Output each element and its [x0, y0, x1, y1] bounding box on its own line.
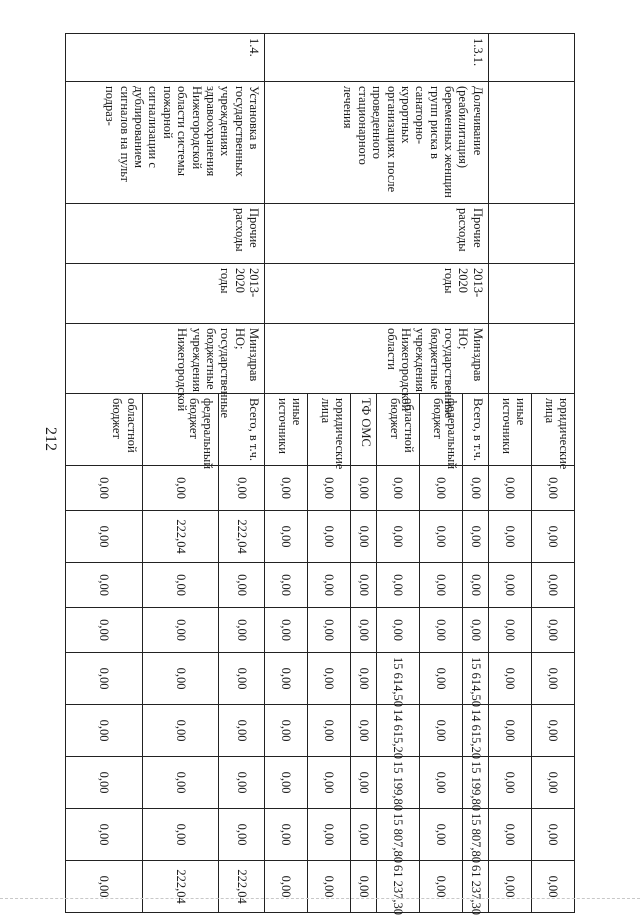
table-row [463, 33, 489, 912]
amount-cell: 0,00 [66, 860, 143, 912]
rotated-page [65, 33, 575, 915]
item-name: Установка в государственных учреждениях здравоохранения Нижегородской области системы пожарной сигнализации с дублированием сигналов на пульт подраз- [66, 81, 265, 203]
item-code: 1.3.1. [265, 33, 489, 81]
amount-cell: 0,00 [265, 808, 308, 860]
amount-cell: 0,00 [142, 562, 219, 607]
executor: Минздрав НО; государственные бюджетные учреждения Нижегородской области [265, 323, 489, 393]
amount-cell: 0,00 [463, 465, 489, 510]
amount-cell: 0,00 [420, 808, 463, 860]
amount-cell: 15 199,80 [376, 756, 419, 808]
amount-cell: 0,00 [351, 860, 377, 912]
amount-cell: 0,00 [308, 704, 351, 756]
amount-cell: 15 614,50 [463, 652, 489, 704]
item-code [488, 33, 574, 81]
amount-cell: 15 199,80 [463, 756, 489, 808]
amount-cell: 0,00 [351, 704, 377, 756]
amount-cell: 0,00 [66, 465, 143, 510]
amount-cell: 0,00 [531, 607, 574, 652]
amount-cell: 0,00 [531, 510, 574, 562]
amount-cell: 0,00 [351, 607, 377, 652]
amount-cell: 14 615,20 [463, 704, 489, 756]
expense-type: Прочие расходы [66, 203, 265, 263]
amount-cell: 0,00 [308, 756, 351, 808]
funding-source: ТФ ОМС [351, 393, 377, 465]
amount-cell: 0,00 [488, 860, 531, 912]
amount-cell: 0,00 [531, 562, 574, 607]
expense-type: Прочие расходы [265, 203, 489, 263]
amount-cell: 0,00 [308, 860, 351, 912]
amount-cell: 0,00 [420, 652, 463, 704]
amount-cell: 0,00 [488, 562, 531, 607]
funding-source: областной бюджет [66, 393, 143, 465]
item-name: Долечивание (реабилитация) беременных женщин групп риска в санаторно-курортных организациях после проведенного стационарного лечения [265, 81, 489, 203]
amount-cell: 0,00 [488, 607, 531, 652]
funding-source: Всего, в т.ч. [463, 393, 489, 465]
amount-cell: 0,00 [265, 510, 308, 562]
table-row [531, 33, 574, 912]
amount-cell: 0,00 [142, 704, 219, 756]
amount-cell: 0,00 [66, 808, 143, 860]
amount-cell: 0,00 [308, 562, 351, 607]
funding-source: федеральный бюджет [420, 393, 463, 465]
amount-cell: 14 615,20 [376, 704, 419, 756]
amount-cell: 0,00 [219, 652, 265, 704]
amount-cell: 0,00 [308, 607, 351, 652]
amount-cell: 0,00 [351, 510, 377, 562]
period: 2013-2020 годы [66, 263, 265, 323]
amount-cell: 0,00 [219, 465, 265, 510]
period: 2013-2020 годы [265, 263, 489, 323]
amount-cell: 0,00 [219, 704, 265, 756]
budget-table [65, 33, 575, 913]
amount-cell: 0,00 [142, 607, 219, 652]
amount-cell: 0,00 [66, 607, 143, 652]
amount-cell: 0,00 [420, 704, 463, 756]
amount-cell: 0,00 [376, 607, 419, 652]
item-name [488, 81, 574, 203]
amount-cell: 0,00 [531, 860, 574, 912]
funding-source: областной бюджет [376, 393, 419, 465]
amount-cell: 0,00 [265, 652, 308, 704]
amount-cell: 0,00 [420, 562, 463, 607]
amount-cell: 0,00 [376, 510, 419, 562]
amount-cell: 0,00 [351, 756, 377, 808]
amount-cell: 0,00 [531, 652, 574, 704]
period [488, 263, 574, 323]
amount-cell: 0,00 [265, 465, 308, 510]
amount-cell: 0,00 [463, 510, 489, 562]
amount-cell: 0,00 [265, 607, 308, 652]
table-body [66, 33, 575, 915]
amount-cell: 15 614,50 [376, 652, 419, 704]
amount-cell: 0,00 [351, 808, 377, 860]
amount-cell: 222,04 [142, 510, 219, 562]
executor [488, 323, 574, 393]
amount-cell: 0,00 [219, 808, 265, 860]
item-code: 1.4. [66, 33, 265, 81]
amount-cell: 61 237,30 [463, 860, 489, 912]
amount-cell: 0,00 [488, 510, 531, 562]
amount-cell: 0,00 [420, 607, 463, 652]
amount-cell: 0,00 [463, 607, 489, 652]
amount-cell: 0,00 [66, 652, 143, 704]
amount-cell: 0,00 [142, 756, 219, 808]
amount-cell: 0,00 [308, 465, 351, 510]
amount-cell: 15 807,80 [463, 808, 489, 860]
amount-cell: 0,00 [376, 465, 419, 510]
amount-cell: 0,00 [308, 652, 351, 704]
amount-cell: 0,00 [420, 860, 463, 912]
amount-cell: 0,00 [531, 704, 574, 756]
funding-source: юридические лица [308, 393, 351, 465]
amount-cell: 15 807,80 [376, 808, 419, 860]
expense-type [488, 203, 574, 263]
amount-cell: 0,00 [265, 562, 308, 607]
amount-cell: 0,00 [66, 704, 143, 756]
amount-cell: 222,04 [142, 860, 219, 912]
amount-cell: 222,04 [219, 860, 265, 912]
executor: Минздрав НО; государственные бюджетные учреждения Нижегородской [66, 323, 265, 393]
amount-cell: 0,00 [66, 510, 143, 562]
amount-cell: 0,00 [420, 510, 463, 562]
amount-cell: 0,00 [488, 652, 531, 704]
funding-source: федеральный бюджет [142, 393, 219, 465]
amount-cell: 0,00 [351, 562, 377, 607]
amount-cell: 222,04 [219, 510, 265, 562]
amount-cell: 0,00 [488, 808, 531, 860]
amount-cell: 0,00 [488, 704, 531, 756]
amount-cell: 0,00 [142, 652, 219, 704]
amount-cell: 0,00 [142, 465, 219, 510]
amount-cell: 0,00 [219, 562, 265, 607]
amount-cell: 0,00 [308, 808, 351, 860]
amount-cell: 0,00 [265, 756, 308, 808]
amount-cell: 0,00 [488, 465, 531, 510]
amount-cell: 0,00 [488, 756, 531, 808]
amount-cell: 0,00 [531, 756, 574, 808]
amount-cell: 0,00 [351, 652, 377, 704]
amount-cell: 61 237,30 [376, 860, 419, 912]
amount-cell: 0,00 [531, 808, 574, 860]
funding-source: иные источники [265, 393, 308, 465]
scan-edge-line [0, 898, 640, 899]
amount-cell: 0,00 [265, 860, 308, 912]
amount-cell: 0,00 [265, 704, 308, 756]
amount-cell: 0,00 [531, 465, 574, 510]
amount-cell: 0,00 [66, 562, 143, 607]
funding-source: иные источники [488, 393, 531, 465]
amount-cell: 0,00 [142, 808, 219, 860]
amount-cell: 0,00 [420, 465, 463, 510]
amount-cell: 0,00 [463, 562, 489, 607]
amount-cell: 0,00 [219, 607, 265, 652]
amount-cell: 0,00 [420, 756, 463, 808]
amount-cell: 0,00 [308, 510, 351, 562]
funding-source: юридические лица [531, 393, 574, 465]
amount-cell: 0,00 [66, 756, 143, 808]
amount-cell: 0,00 [376, 562, 419, 607]
amount-cell: 0,00 [351, 465, 377, 510]
funding-source: Всего, в т.ч. [219, 393, 265, 465]
amount-cell: 0,00 [219, 756, 265, 808]
page-number: 212 [42, 427, 59, 451]
table-row [219, 33, 265, 912]
